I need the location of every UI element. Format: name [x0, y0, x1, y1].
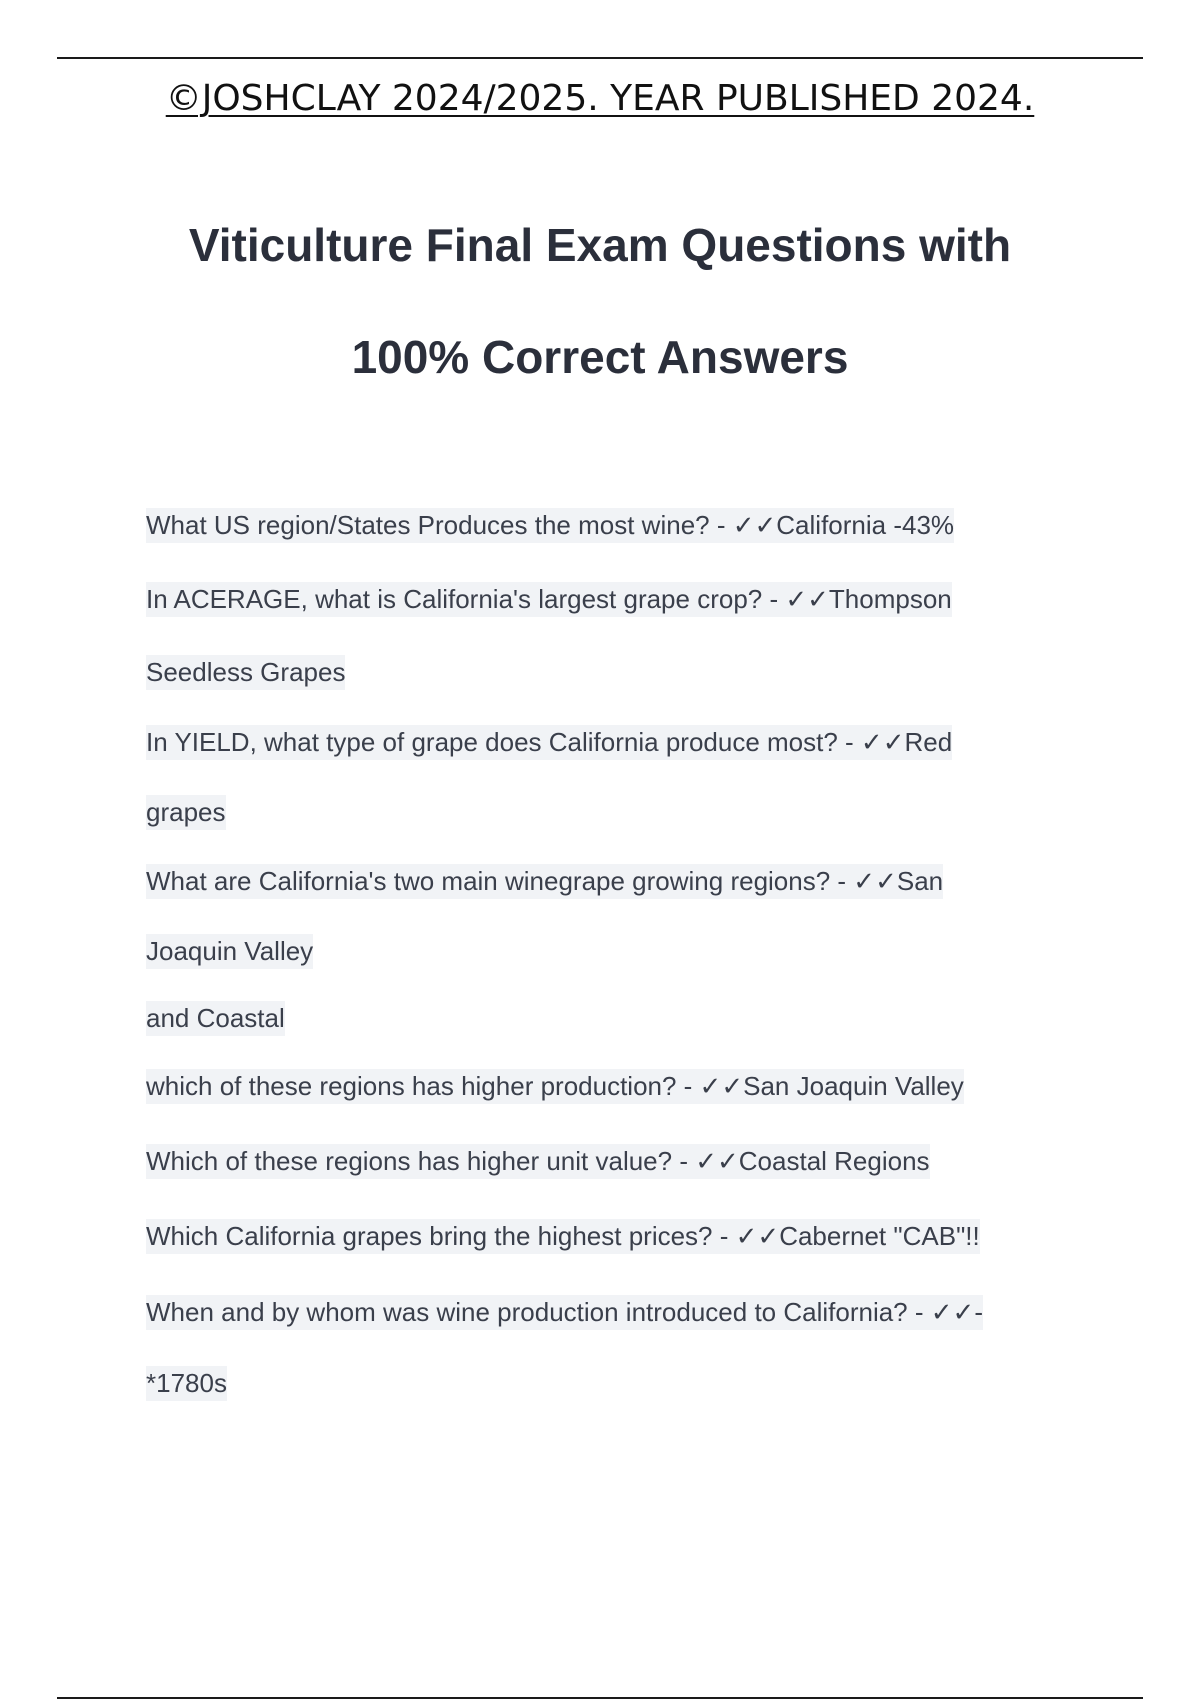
- qa-text: and Coastal: [146, 1001, 285, 1036]
- qa-text: Which of these regions has higher unit value? - ✓✓Coastal Regions: [146, 1144, 930, 1179]
- qa-text: What are California's two main winegrape growing regions? - ✓✓San: [146, 864, 943, 899]
- document-title-line-2: 100% Correct Answers: [351, 331, 849, 383]
- qa-text: *1780s: [146, 1366, 227, 1401]
- qa-line: [146, 797, 226, 828]
- qa-line: [146, 1221, 980, 1252]
- qa-line: [146, 727, 952, 758]
- qa-text: When and by whom was wine production introduced to California? - ✓✓-: [146, 1295, 983, 1330]
- qa-text: which of these regions has higher production? - ✓✓San Joaquin Valley: [146, 1069, 964, 1104]
- qa-text: Which California grapes bring the highest prices? - ✓✓Cabernet "CAB"!!: [146, 1219, 980, 1254]
- qa-line: [146, 1368, 227, 1399]
- qa-text: Seedless Grapes: [146, 655, 345, 690]
- copyright-header: [0, 78, 1200, 119]
- qa-line: [146, 866, 943, 897]
- qa-text: grapes: [146, 795, 226, 830]
- qa-line: [146, 657, 345, 688]
- copyright-text: ©JOSHCLAY 2024/2025. YEAR PUBLISHED 2024.: [165, 78, 1035, 119]
- qa-text: In ACERAGE, what is California's largest grape crop? - ✓✓Thompson: [146, 582, 952, 617]
- qa-text: In YIELD, what type of grape does California produce most? - ✓✓Red: [146, 725, 952, 760]
- qa-line: [146, 584, 952, 615]
- qa-line: [146, 510, 954, 541]
- qa-line: [146, 1297, 983, 1328]
- qa-line: [146, 1071, 964, 1102]
- qa-text: What US region/States Produces the most wine? - ✓✓California -43%: [146, 508, 954, 543]
- document-title-line-1: Viticulture Final Exam Questions with: [188, 219, 1012, 271]
- qa-line: [146, 936, 313, 967]
- top-rule: [57, 57, 1143, 59]
- qa-line: [146, 1146, 930, 1177]
- bottom-rule: [57, 1697, 1143, 1699]
- qa-text: Joaquin Valley: [146, 934, 313, 969]
- qa-line: [146, 1003, 285, 1034]
